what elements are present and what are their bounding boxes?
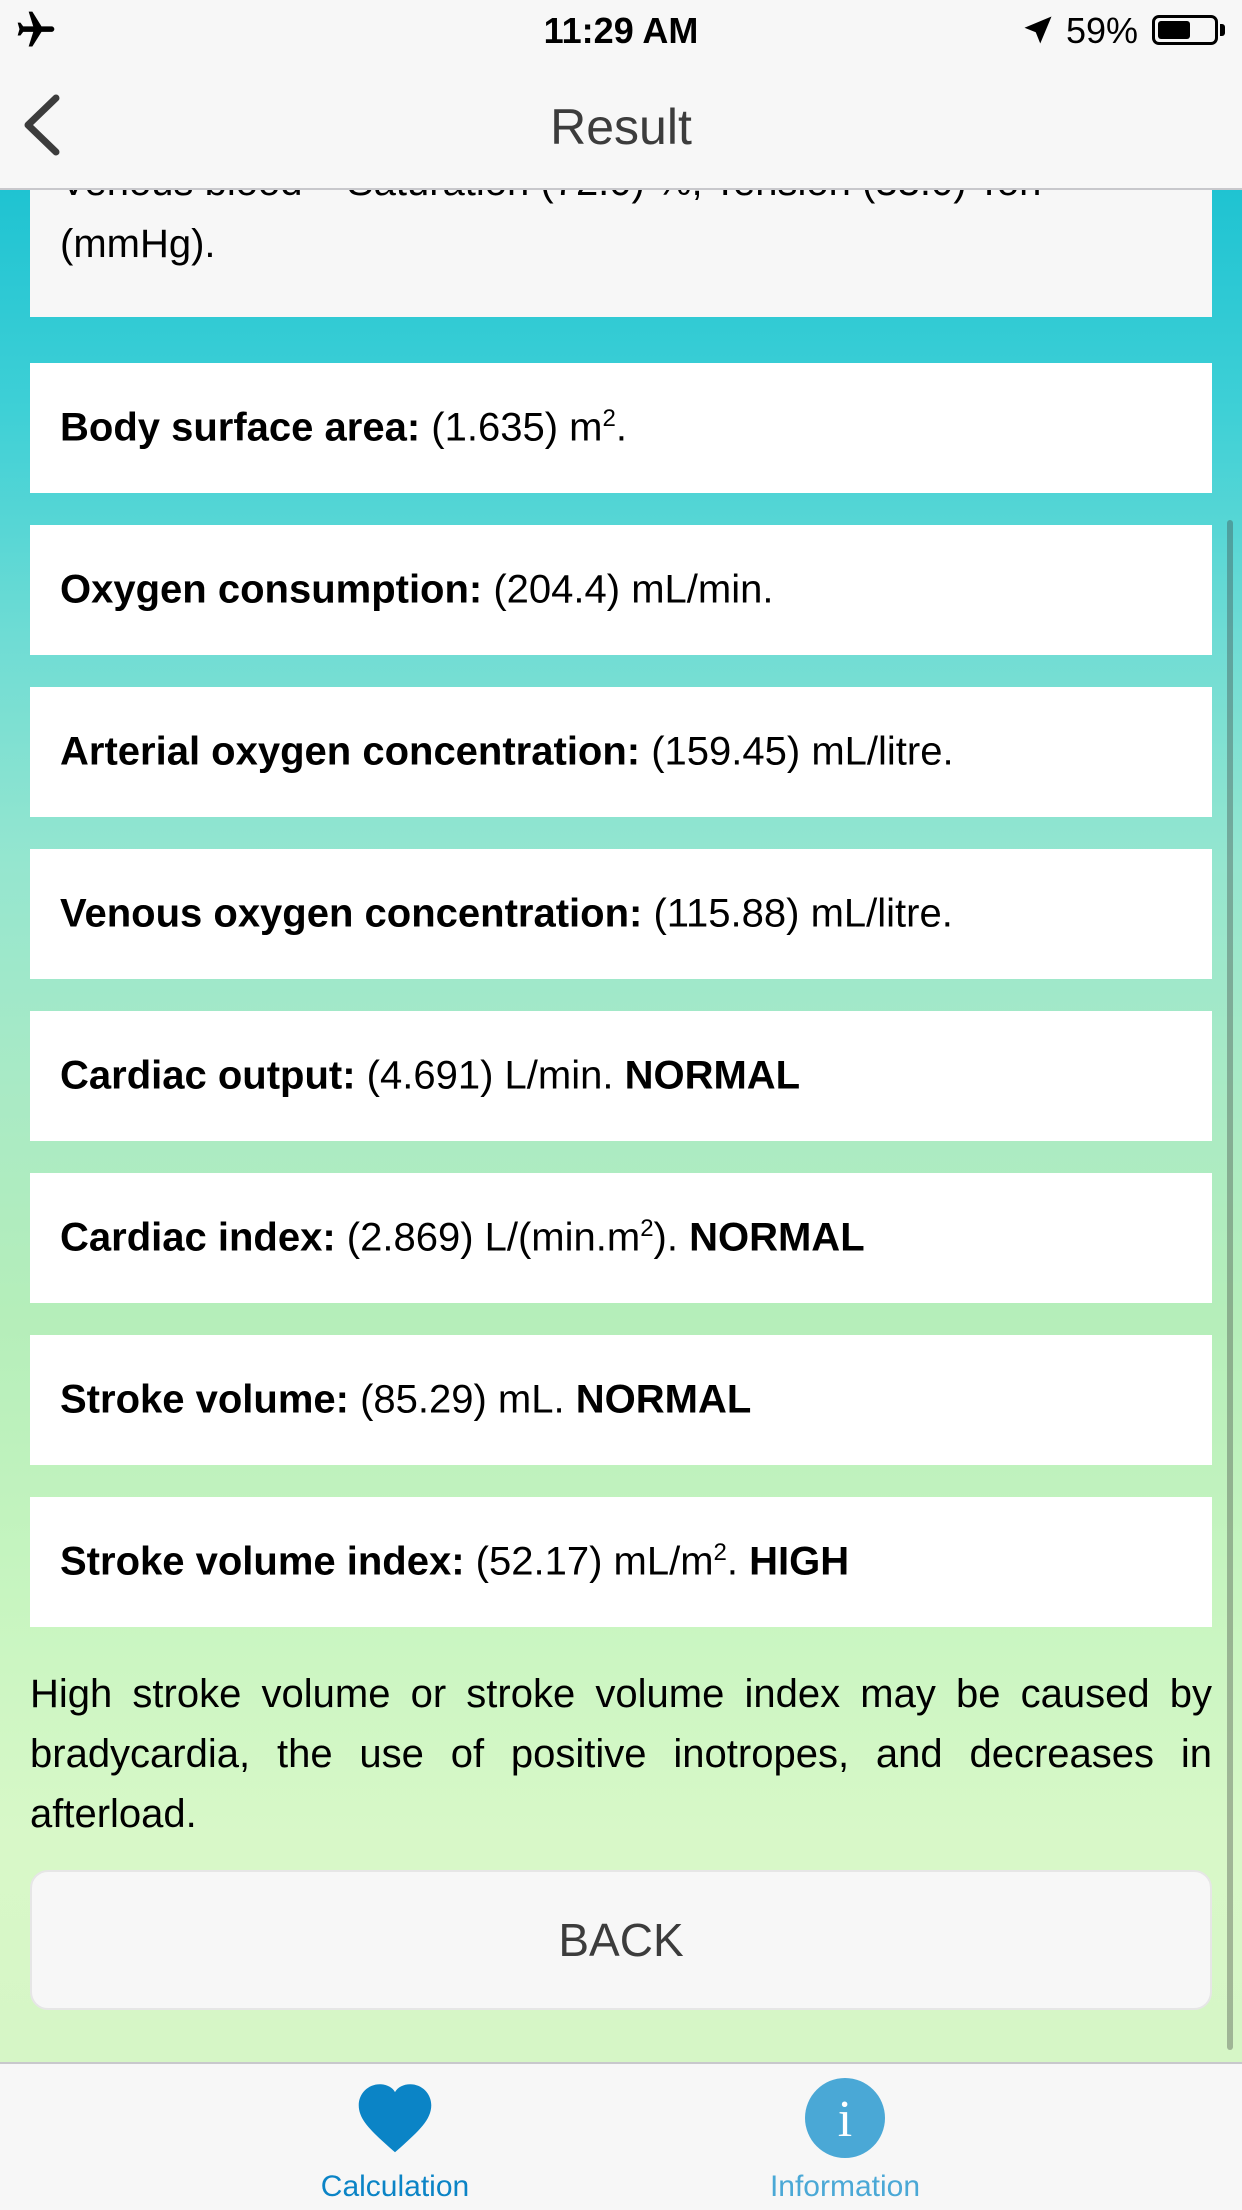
tab-information-label: Information (769, 2170, 921, 2203)
result-sup: 2 (640, 1215, 654, 1243)
result-label: Arterial oxygen concentration: (60, 729, 641, 774)
tab-calculation[interactable] (195, 2064, 595, 2210)
result-value: (159.45) mL/litre. (640, 729, 954, 774)
result-after: ). (653, 1215, 690, 1260)
battery-percent: 59% (1066, 10, 1139, 51)
battery-icon (1152, 15, 1218, 45)
tab-calculation-label: Calculation (320, 2170, 470, 2203)
result-card-body-surface-area (30, 363, 1212, 493)
result-card-oxygen-consumption (30, 525, 1212, 655)
result-label: Venous oxygen concentration: (60, 891, 643, 936)
result-value: (52.17) mL/m (464, 1539, 714, 1584)
result-flag: NORMAL (575, 1377, 752, 1422)
result-card-cardiac-output (30, 1011, 1212, 1141)
result-card-stroke-volume (30, 1335, 1212, 1465)
tab-bar (0, 2062, 1242, 2208)
result-card-cardiac-index (30, 1173, 1212, 1303)
result-label: Cardiac output: (60, 1053, 356, 1098)
tab-information[interactable] (645, 2064, 1045, 2210)
result-value: (1.635) m (420, 405, 603, 450)
back-button[interactable]: BACK (30, 1870, 1212, 2010)
result-flag: NORMAL (689, 1215, 865, 1260)
navigation-bar (0, 60, 1242, 190)
result-flag: NORMAL (624, 1053, 801, 1098)
result-card-stroke-volume-index (30, 1497, 1212, 1627)
location-arrow-icon (1020, 12, 1056, 48)
result-label: Body surface area: (60, 405, 421, 450)
result-label: Oxygen consumption: (60, 567, 483, 612)
page-title: Result (550, 99, 692, 155)
result-value: (115.88) mL/litre. (642, 891, 953, 936)
result-value: (4.691) L/min. (355, 1053, 625, 1098)
result-sup: 2 (602, 405, 616, 433)
result-value: (85.29) mL. (348, 1377, 576, 1422)
result-after: . (615, 405, 627, 450)
venous-blood-line2: (mmHg). (60, 222, 216, 266)
result-value: (204.4) mL/min. (482, 567, 774, 612)
scroll-indicator[interactable] (1227, 520, 1233, 2050)
status-time: 11:29 AM (543, 10, 699, 51)
venous-blood-card (30, 170, 1212, 317)
status-bar (0, 0, 1242, 60)
battery-tip (1220, 24, 1225, 36)
result-label: Stroke volume: (60, 1377, 349, 1422)
info-icon (805, 2078, 885, 2158)
result-label: Cardiac index: (60, 1215, 336, 1260)
results-scroll-view[interactable] (0, 190, 1242, 2062)
result-after: . (726, 1539, 750, 1584)
interpretation-note: High stroke volume or stroke volume index may be caused by bradycardia, the use of positive inotropes, and decreases in afterload. (30, 1672, 1212, 1836)
result-card-arterial-oxygen (30, 687, 1212, 817)
svg-text:i: i (837, 2091, 853, 2148)
result-label: Stroke volume index: (60, 1539, 465, 1584)
result-sup: 2 (713, 1539, 727, 1567)
result-value: (2.869) L/(min.m (335, 1215, 641, 1260)
result-card-venous-oxygen (30, 849, 1212, 979)
heart-icon (353, 2078, 437, 2154)
result-flag: HIGH (749, 1539, 850, 1584)
